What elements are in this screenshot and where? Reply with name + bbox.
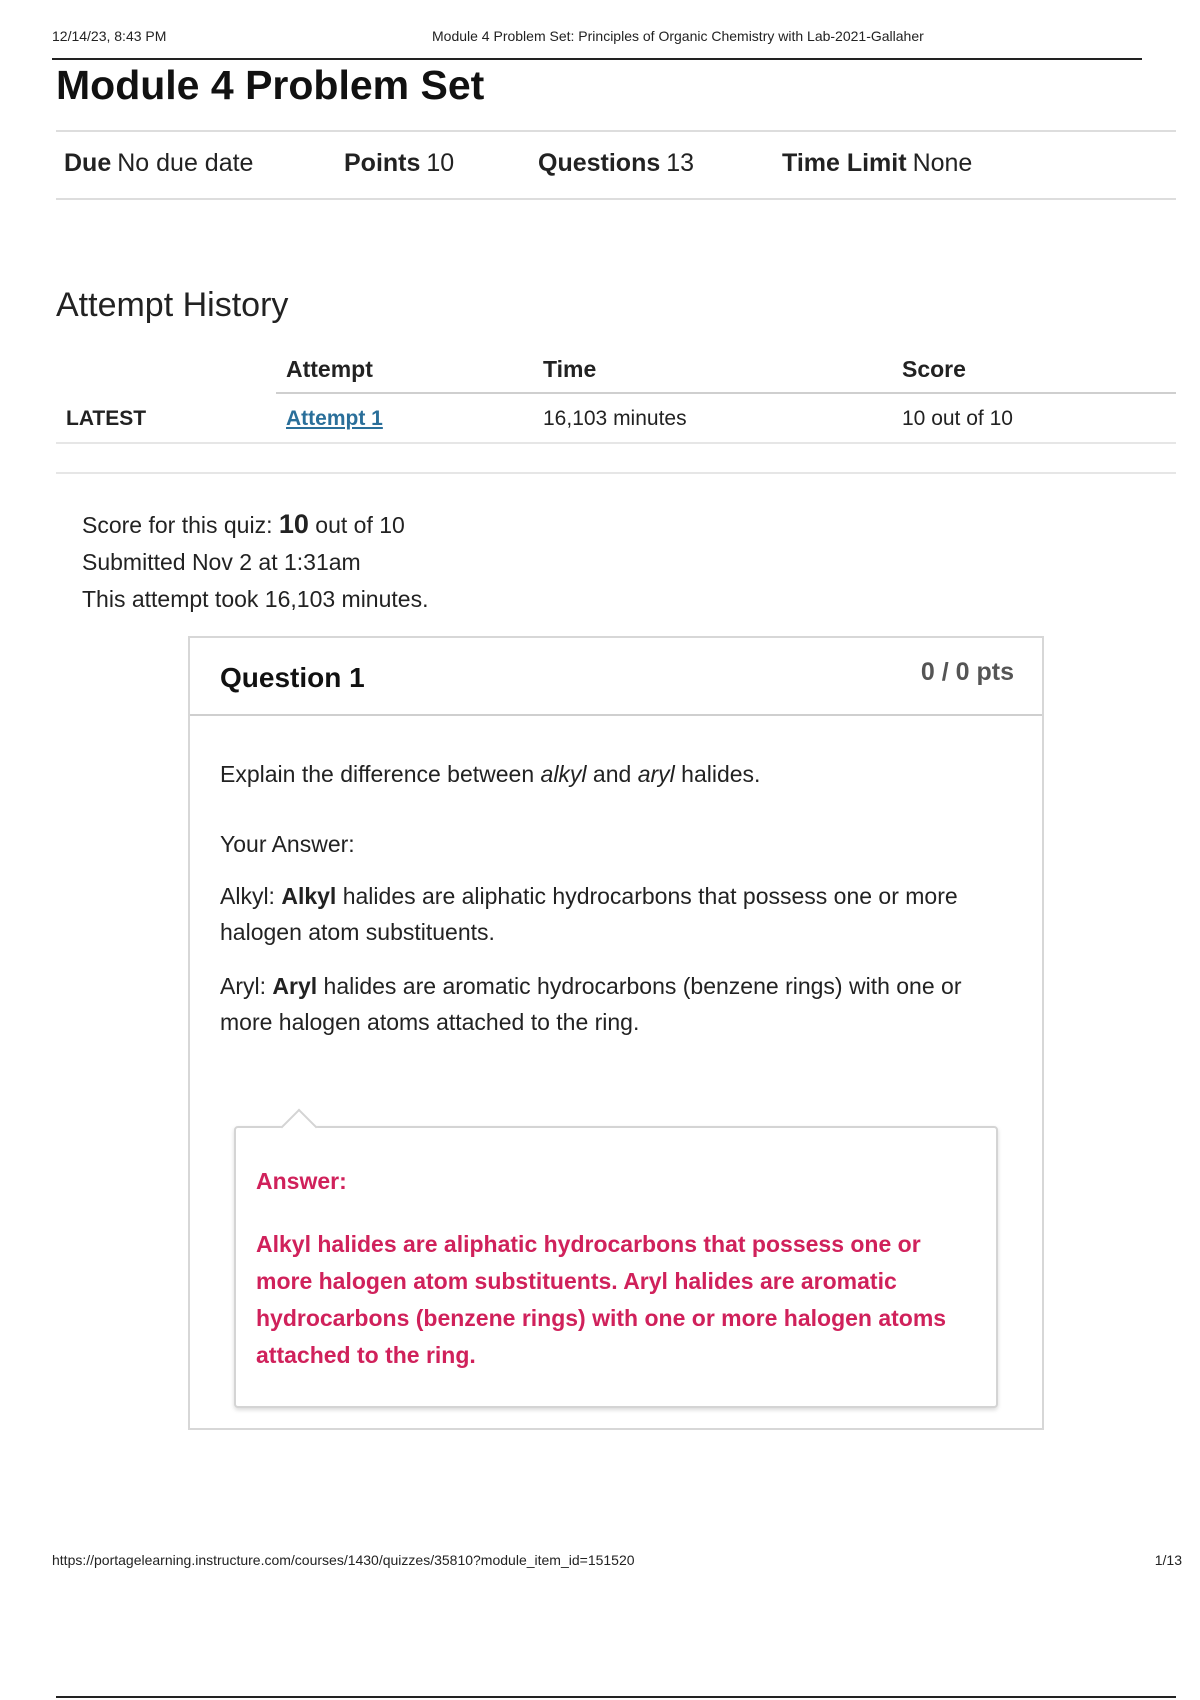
aryl-prefix: Aryl: bbox=[220, 973, 273, 999]
duration-text: This attempt took 16,103 minutes. bbox=[82, 586, 429, 612]
alkyl-bold: Alkyl bbox=[281, 883, 337, 909]
prompt-aryl: aryl bbox=[637, 761, 675, 787]
column-header-time: Time bbox=[543, 356, 597, 382]
time-limit-label: Time Limit bbox=[782, 149, 907, 177]
print-url: https://portagelearning.instructure.com/courses/1430/quizzes/35810?module_item_id=151520 bbox=[52, 1552, 635, 1568]
attempt-history-heading: Attempt History bbox=[56, 286, 289, 324]
divider bbox=[56, 1696, 1176, 1698]
score-line bbox=[82, 506, 428, 544]
time-limit-value: None bbox=[912, 149, 973, 177]
score-value: 10 bbox=[278, 509, 309, 539]
correct-answer-box bbox=[234, 1126, 998, 1408]
attempt-history-table bbox=[56, 350, 1176, 444]
due-detail bbox=[64, 149, 253, 178]
due-value: No due date bbox=[117, 149, 254, 177]
your-answer-label: Your Answer: bbox=[220, 831, 355, 857]
points-label: Points bbox=[344, 149, 421, 177]
question-title: Question 1 bbox=[220, 662, 365, 693]
score-prefix: Score for this quiz: bbox=[82, 512, 273, 538]
questions-label: Questions bbox=[538, 149, 661, 177]
alkyl-prefix: Alkyl: bbox=[220, 883, 282, 909]
question-body bbox=[190, 716, 1042, 1040]
time-limit-detail bbox=[782, 149, 972, 178]
aryl-answer bbox=[220, 968, 1014, 1040]
submitted-text: Submitted Nov 2 at 1:31am bbox=[82, 549, 361, 575]
question-prompt bbox=[220, 756, 1014, 792]
aryl-bold: Aryl bbox=[272, 973, 318, 999]
question-header bbox=[190, 638, 1042, 716]
table-row bbox=[56, 394, 1176, 444]
questions-value: 13 bbox=[666, 149, 695, 177]
attempt-1-link[interactable]: Attempt 1 bbox=[286, 407, 383, 430]
attempt-score: 10 out of 10 bbox=[902, 407, 1013, 430]
latest-tag: LATEST bbox=[66, 407, 147, 430]
score-suffix: out of 10 bbox=[315, 512, 405, 538]
prompt-text: and bbox=[586, 761, 638, 787]
aryl-text: halides are aromatic hydrocarbons (benzene rings) with one or more halogen atoms attached to the ring. bbox=[220, 973, 962, 1035]
alkyl-text: halides are aliphatic hydrocarbons that possess one or more halogen atom substituents. bbox=[220, 883, 958, 945]
page-title: Module 4 Problem Set bbox=[56, 62, 485, 108]
questions-detail bbox=[538, 149, 694, 178]
quiz-details bbox=[56, 130, 1176, 200]
column-header-score: Score bbox=[902, 356, 966, 382]
column-header-attempt: Attempt bbox=[286, 356, 373, 382]
print-page-number: 1/13 bbox=[1154, 1552, 1182, 1568]
points-value: 10 bbox=[426, 149, 455, 177]
table-header-row bbox=[56, 350, 1176, 394]
print-header bbox=[52, 28, 1142, 60]
divider bbox=[56, 472, 1176, 474]
attempt-time: 16,103 minutes bbox=[543, 407, 687, 430]
callout-notch bbox=[281, 1109, 318, 1146]
due-label: Due bbox=[64, 149, 112, 177]
answer-label: Answer: bbox=[256, 1168, 347, 1194]
print-datetime: 12/14/23, 8:43 PM bbox=[52, 28, 167, 44]
answer-text: Alkyl halides are aliphatic hydrocarbons that possess one or more halogen atom substituents. Aryl halides are aromatic hydrocarbons (benzene rings) with one or more halogen atoms attached to the ring. bbox=[256, 1231, 947, 1368]
points-detail bbox=[344, 149, 454, 178]
quiz-summary bbox=[82, 506, 428, 618]
question-points: 0 / 0 pts bbox=[920, 658, 1014, 686]
prompt-text: halides. bbox=[674, 761, 761, 787]
prompt-text: Explain the difference between bbox=[220, 761, 541, 787]
prompt-alkyl: alkyl bbox=[540, 761, 587, 787]
alkyl-answer bbox=[220, 878, 1014, 950]
print-page-title: Module 4 Problem Set: Principles of Organic Chemistry with Lab-2021-Gallaher bbox=[432, 28, 924, 44]
question-card bbox=[188, 636, 1044, 1430]
